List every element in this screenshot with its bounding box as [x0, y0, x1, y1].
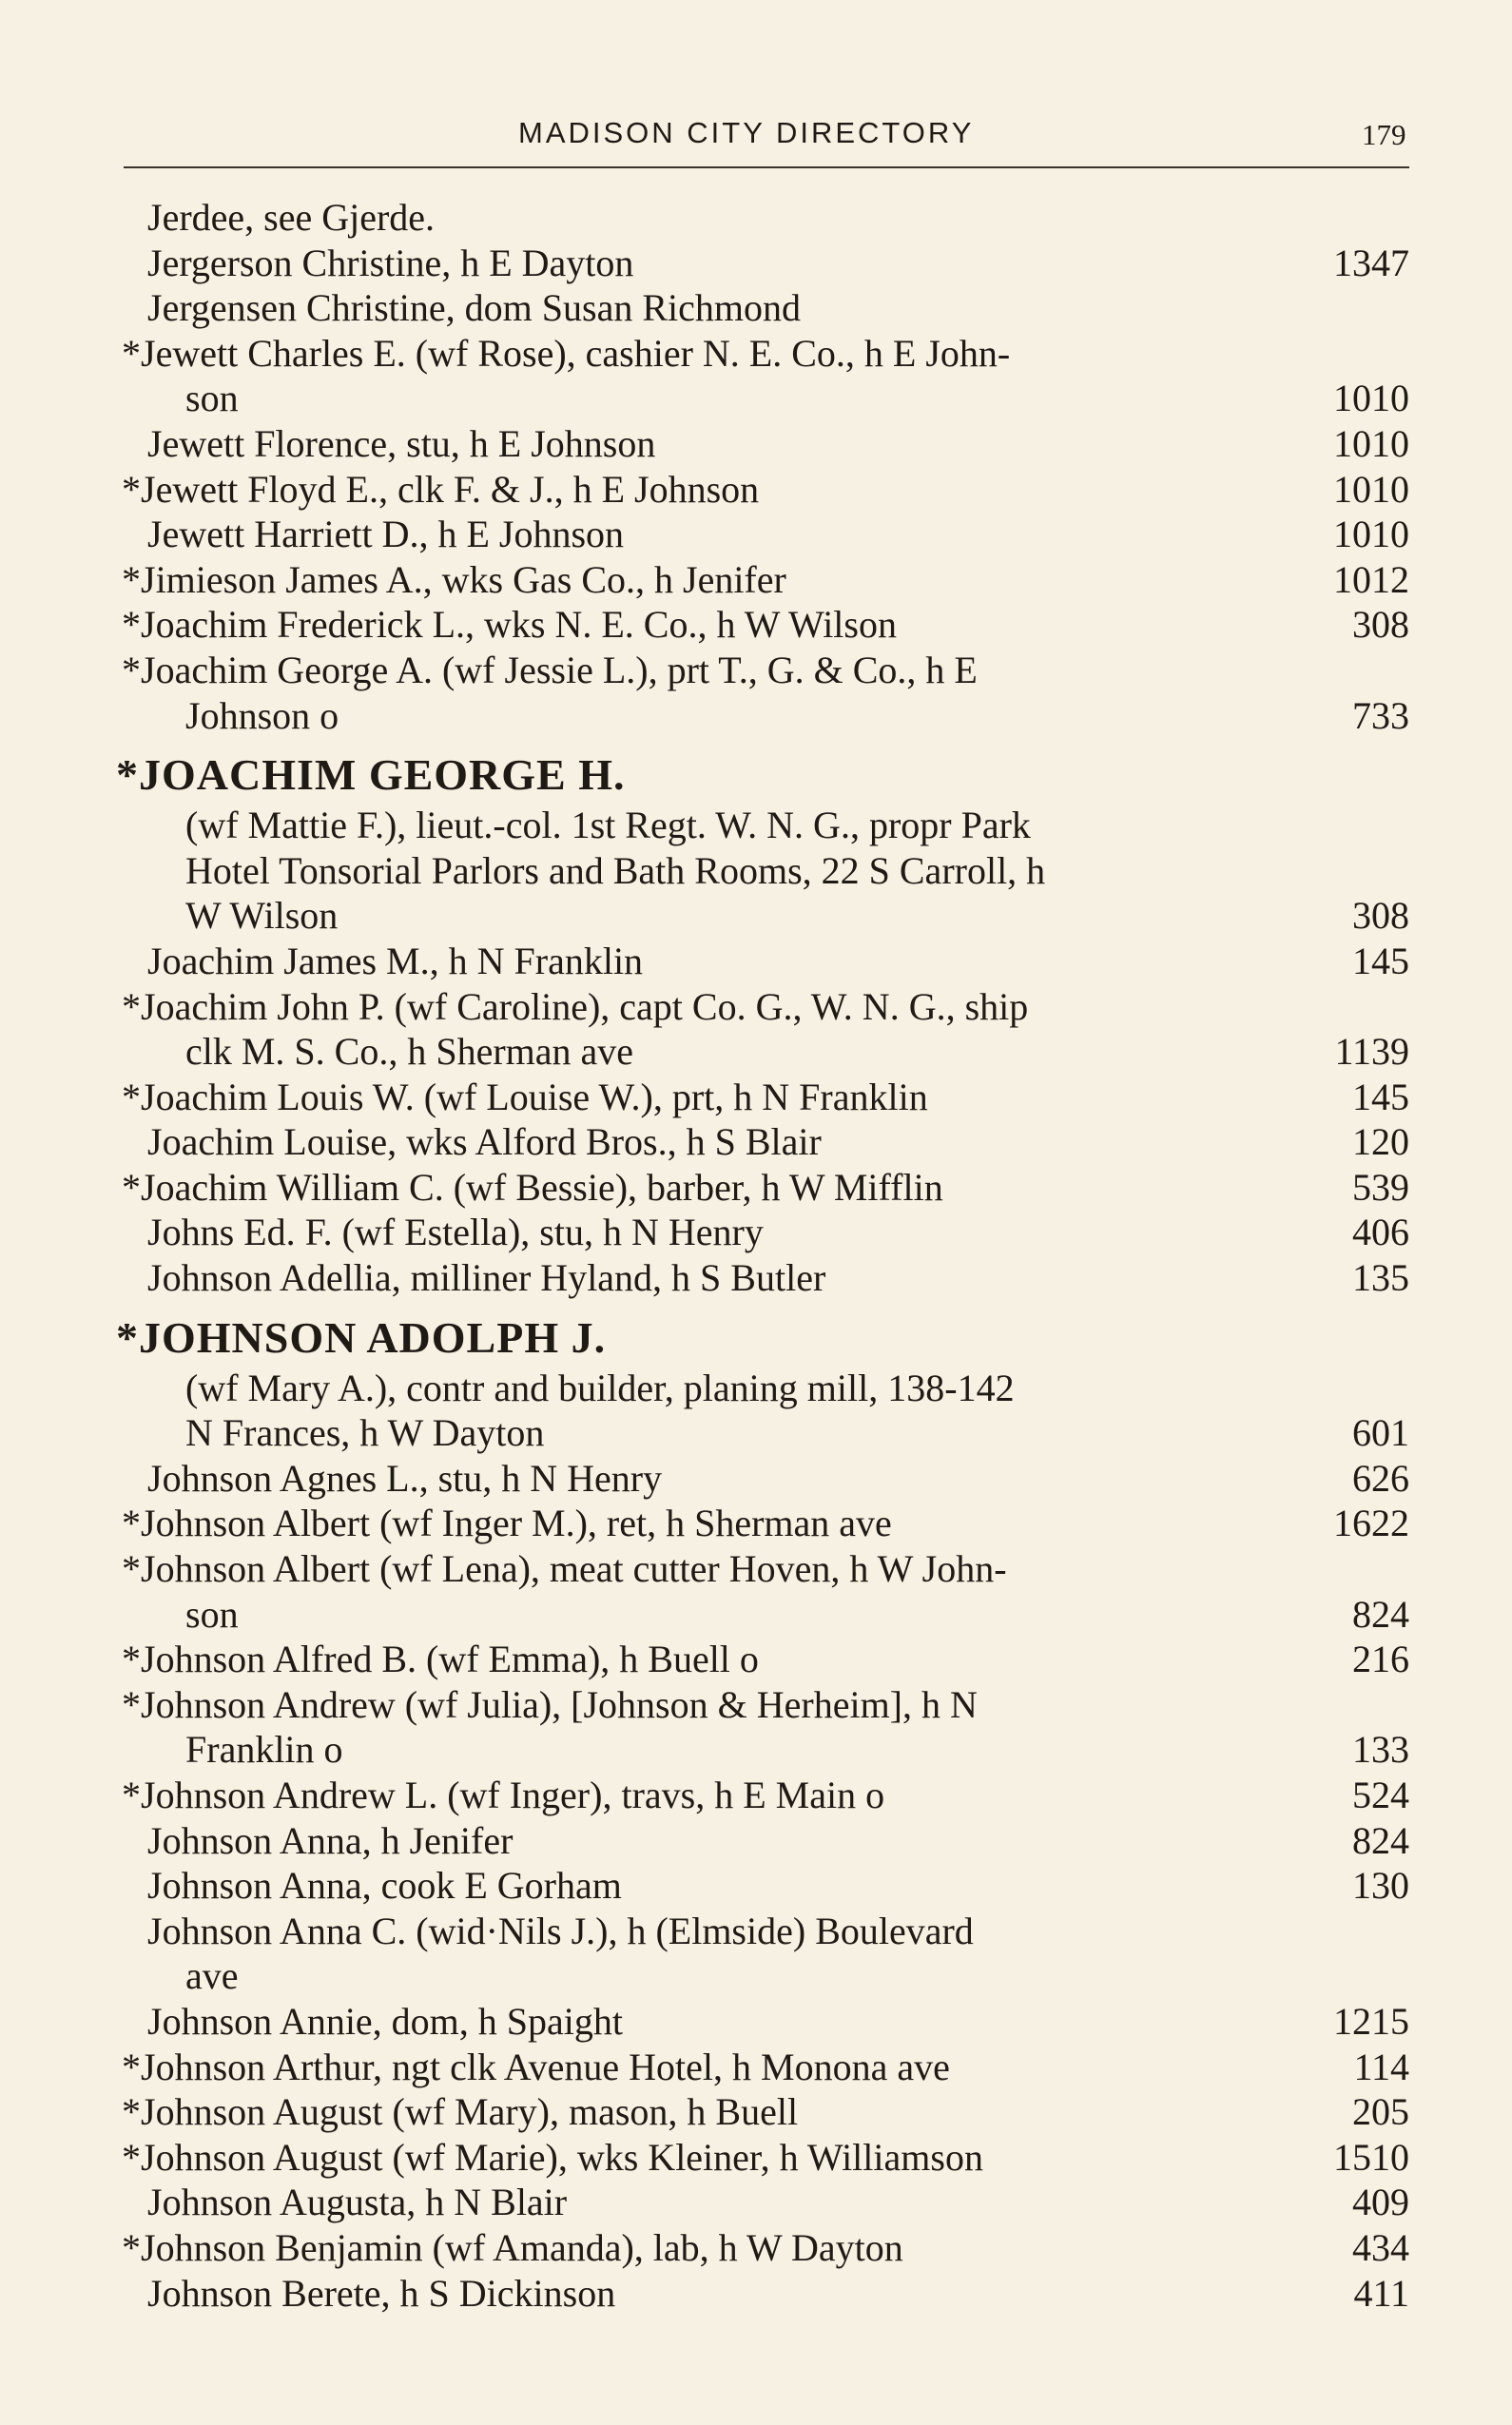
entry-text: Johnson Agnes L., stu, h N Henry	[147, 1456, 663, 1500]
entry-line	[0, 2135, 1512, 2181]
entry-line	[0, 693, 1512, 739]
house-number: 1347	[1333, 241, 1409, 284]
house-number: 1010	[1333, 513, 1409, 556]
house-number: 1010	[1333, 377, 1409, 420]
directory-entry	[0, 467, 1512, 513]
directory-entry	[0, 1456, 1512, 1502]
directory-entry	[0, 557, 1512, 603]
entry-line	[0, 602, 1512, 648]
entry-line	[0, 1999, 1512, 2045]
entry-text: Johnson Annie, dom, h Spaight	[147, 1999, 624, 2043]
directory-entry-featured	[0, 1301, 1512, 1456]
directory-entries	[0, 195, 1512, 2316]
entry-line	[0, 2225, 1512, 2271]
entry-line	[0, 1909, 1512, 1954]
entry-text: *Johnson Alfred B. (wf Emma), h Buell o	[122, 1638, 759, 1681]
entry-text: ave	[185, 1954, 239, 1998]
directory-entry	[0, 1501, 1512, 1546]
entry-heading-line	[0, 747, 1512, 803]
entry-text: *Joachim Frederick L., wks N. E. Co., h W Wilson	[122, 603, 897, 647]
directory-entry	[0, 1210, 1512, 1255]
entry-text: *Joachim William C. (wf Bessie), barber, h W Mifflin	[122, 1165, 943, 1209]
entry-line	[0, 984, 1512, 1030]
entry-line	[0, 1075, 1512, 1120]
directory-entry	[0, 1119, 1512, 1165]
entry-text: Franklin o	[185, 1728, 343, 1772]
entry-text: son	[185, 1592, 239, 1636]
directory-entry	[0, 2045, 1512, 2090]
directory-entry	[0, 1863, 1512, 1909]
entry-text: Johnson Augusta, h N Blair	[147, 2181, 568, 2224]
entry-spacer	[0, 1301, 1512, 1310]
entry-line	[0, 1727, 1512, 1773]
house-number: 1622	[1333, 1502, 1409, 1545]
entry-text: *Jewett Floyd E., clk F. & J., h E Johnson	[122, 467, 760, 511]
entry-line	[0, 285, 1512, 331]
entry-line	[0, 1165, 1512, 1211]
directory-entry	[0, 2180, 1512, 2225]
directory-entry	[0, 1999, 1512, 2045]
entry-line	[0, 1255, 1512, 1301]
entry-text: Johnson Anna, cook E Gorham	[147, 1864, 622, 1908]
entry-text: Jewett Harriett D., h E Johnson	[147, 513, 625, 556]
directory-entry	[0, 2135, 1512, 2181]
entry-line	[0, 1119, 1512, 1165]
house-number: 1139	[1334, 1030, 1409, 1074]
page-number: 179	[1362, 118, 1406, 151]
house-number: 406	[1352, 1211, 1409, 1254]
entry-text: *Johnson Andrew (wf Julia), [Johnson & Herheim], h N	[122, 1682, 978, 1726]
entry-line	[0, 2089, 1512, 2135]
directory-entry	[0, 2089, 1512, 2135]
directory-entry	[0, 512, 1512, 557]
directory-entry	[0, 1818, 1512, 1864]
entry-text: *Johnson Andrew L. (wf Inger), travs, h E Main o	[122, 1774, 885, 1816]
entry-spacer	[0, 738, 1512, 747]
entry-line	[0, 1501, 1512, 1546]
entry-line	[0, 848, 1512, 894]
entry-line	[0, 195, 1512, 241]
directory-entry	[0, 648, 1512, 738]
directory-entry	[0, 1165, 1512, 1211]
entry-line	[0, 1210, 1512, 1255]
entry-line	[0, 421, 1512, 467]
house-number: 216	[1352, 1638, 1409, 1681]
house-number: 1215	[1333, 1999, 1409, 2043]
entry-text: *Jimieson James A., wks Gas Co., h Jenifer	[122, 557, 786, 601]
entry-text: W Wilson	[185, 894, 339, 938]
entry-line	[0, 1546, 1512, 1592]
entry-line	[0, 939, 1512, 984]
entry-line	[0, 1456, 1512, 1502]
house-number: 205	[1352, 2090, 1409, 2134]
directory-entry	[0, 421, 1512, 467]
entry-line	[0, 2271, 1512, 2317]
house-number: 539	[1352, 1165, 1409, 1209]
entry-text: Johnson Anna C. (wid·Nils J.), h (Elmside) Boulevard	[147, 1909, 974, 1952]
entry-text: Johnson o	[185, 693, 339, 737]
entry-line	[0, 2180, 1512, 2225]
entry-line	[0, 648, 1512, 693]
entry-text: *Johnson August (wf Mary), mason, h Buell	[122, 2090, 799, 2134]
header-rule	[124, 166, 1409, 168]
directory-entry	[0, 1637, 1512, 1682]
entry-text: Johnson Adellia, milliner Hyland, h S Butler	[147, 1256, 826, 1300]
house-number: 626	[1352, 1456, 1409, 1500]
entry-text: *Joachim George A. (wf Jessie L.), prt T., G. & Co., h E	[122, 648, 978, 691]
entry-line	[0, 2045, 1512, 2090]
entry-text: Johnson Anna, h Jenifer	[147, 1818, 514, 1862]
directory-entry	[0, 285, 1512, 331]
entry-text: *Johnson Albert (wf Lena), meat cutter Hoven, h W John-	[122, 1547, 1007, 1591]
directory-entry	[0, 939, 1512, 984]
directory-entry	[0, 1075, 1512, 1120]
entry-line	[0, 1366, 1512, 1411]
entry-text: Johns Ed. F. (wf Estella), stu, h N Henry	[147, 1211, 764, 1254]
directory-entry	[0, 984, 1512, 1075]
house-number: 120	[1352, 1120, 1409, 1164]
entry-text: *Johnson Albert (wf Inger M.), ret, h Sherman ave	[122, 1502, 892, 1545]
directory-entry	[0, 2225, 1512, 2271]
entry-line	[0, 557, 1512, 603]
entry-text: Johnson Berete, h S Dickinson	[147, 2271, 616, 2315]
directory-entry-featured	[0, 738, 1512, 939]
entry-text: Jergensen Christine, dom Susan Richmond	[147, 286, 801, 330]
entry-text: Jewett Florence, stu, h E Johnson	[147, 421, 656, 465]
house-number: 1012	[1333, 557, 1409, 601]
entry-text: Hotel Tonsorial Parlors and Bath Rooms, 22 S Carroll, h	[185, 848, 1046, 892]
house-number: 308	[1352, 603, 1409, 647]
entry-line	[0, 241, 1512, 286]
entry-text: Joachim Louise, wks Alford Bros., h S Blair	[147, 1120, 822, 1164]
directory-entry	[0, 1909, 1512, 1999]
entry-line	[0, 1592, 1512, 1638]
entry-text: N Frances, h W Dayton	[185, 1411, 545, 1455]
house-number: 524	[1352, 1774, 1409, 1816]
entry-text: Joachim James M., h N Franklin	[147, 939, 644, 982]
directory-entry	[0, 1682, 1512, 1773]
entry-line	[0, 467, 1512, 513]
house-number: 135	[1352, 1256, 1409, 1300]
entry-text: *Joachim Louis W. (wf Louise W.), prt, h N Franklin	[122, 1075, 928, 1118]
running-head: MADISON CITY DIRECTORY	[518, 116, 975, 149]
entry-text: (wf Mary A.), contr and builder, planing mill, 138-142	[185, 1366, 1015, 1409]
directory-entry	[0, 602, 1512, 648]
entry-line	[0, 1410, 1512, 1456]
house-number: 114	[1353, 2045, 1409, 2088]
house-number: 133	[1352, 1728, 1409, 1772]
directory-entry	[0, 1773, 1512, 1818]
entry-text: (wf Mattie F.), lieut.-col. 1st Regt. W. N. G., propr Park	[185, 804, 1031, 847]
entry-text: Jerdee, see Gjerde.	[147, 196, 436, 239]
entry-text: *Johnson August (wf Marie), wks Kleiner, h Williamson	[122, 2135, 983, 2179]
entry-heading-line	[0, 1310, 1512, 1366]
entry-line	[0, 1637, 1512, 1682]
directory-entry	[0, 195, 1512, 241]
entry-text: clk M. S. Co., h Sherman ave	[185, 1030, 634, 1074]
entry-text: *Johnson Benjamin (wf Amanda), lab, h W Dayton	[122, 2225, 903, 2269]
house-number: 308	[1352, 894, 1409, 938]
house-number: 601	[1352, 1411, 1409, 1455]
entry-text: *Jewett Charles E. (wf Rose), cashier N. E. Co., h E John-	[122, 331, 1011, 375]
entry-line	[0, 376, 1512, 421]
entry-heading: *JOACHIM GEORGE H.	[116, 750, 626, 800]
entry-line	[0, 1818, 1512, 1864]
entry-text: Jergerson Christine, h E Dayton	[147, 241, 634, 284]
entry-text: *Joachim John P. (wf Caroline), capt Co. G., W. N. G., ship	[122, 984, 1029, 1028]
house-number: 733	[1352, 693, 1409, 737]
house-number: 411	[1353, 2271, 1409, 2315]
directory-entry	[0, 1255, 1512, 1301]
entry-line	[0, 803, 1512, 848]
entry-heading: *JOHNSON ADOLPH J.	[116, 1312, 607, 1362]
directory-entry	[0, 1546, 1512, 1637]
house-number: 409	[1352, 2181, 1409, 2224]
page-header	[0, 103, 1512, 150]
directory-entry	[0, 331, 1512, 421]
house-number: 1010	[1333, 421, 1409, 465]
house-number: 145	[1352, 939, 1409, 982]
entry-line	[0, 1863, 1512, 1909]
house-number: 1010	[1333, 467, 1409, 511]
house-number: 1510	[1333, 2135, 1409, 2179]
directory-entry	[0, 2271, 1512, 2317]
entry-line	[0, 1682, 1512, 1728]
house-number: 145	[1352, 1075, 1409, 1118]
house-number: 824	[1352, 1592, 1409, 1636]
entry-line	[0, 1773, 1512, 1818]
house-number: 434	[1352, 2225, 1409, 2269]
house-number: 130	[1352, 1864, 1409, 1908]
directory-entry	[0, 241, 1512, 286]
house-number: 824	[1352, 1818, 1409, 1862]
entry-text: *Johnson Arthur, ngt clk Avenue Hotel, h Monona ave	[122, 2045, 950, 2088]
entry-text: son	[185, 377, 239, 420]
entry-line	[0, 1953, 1512, 1999]
entry-line	[0, 331, 1512, 377]
entry-line	[0, 893, 1512, 939]
entry-line	[0, 1029, 1512, 1075]
entry-line	[0, 512, 1512, 557]
